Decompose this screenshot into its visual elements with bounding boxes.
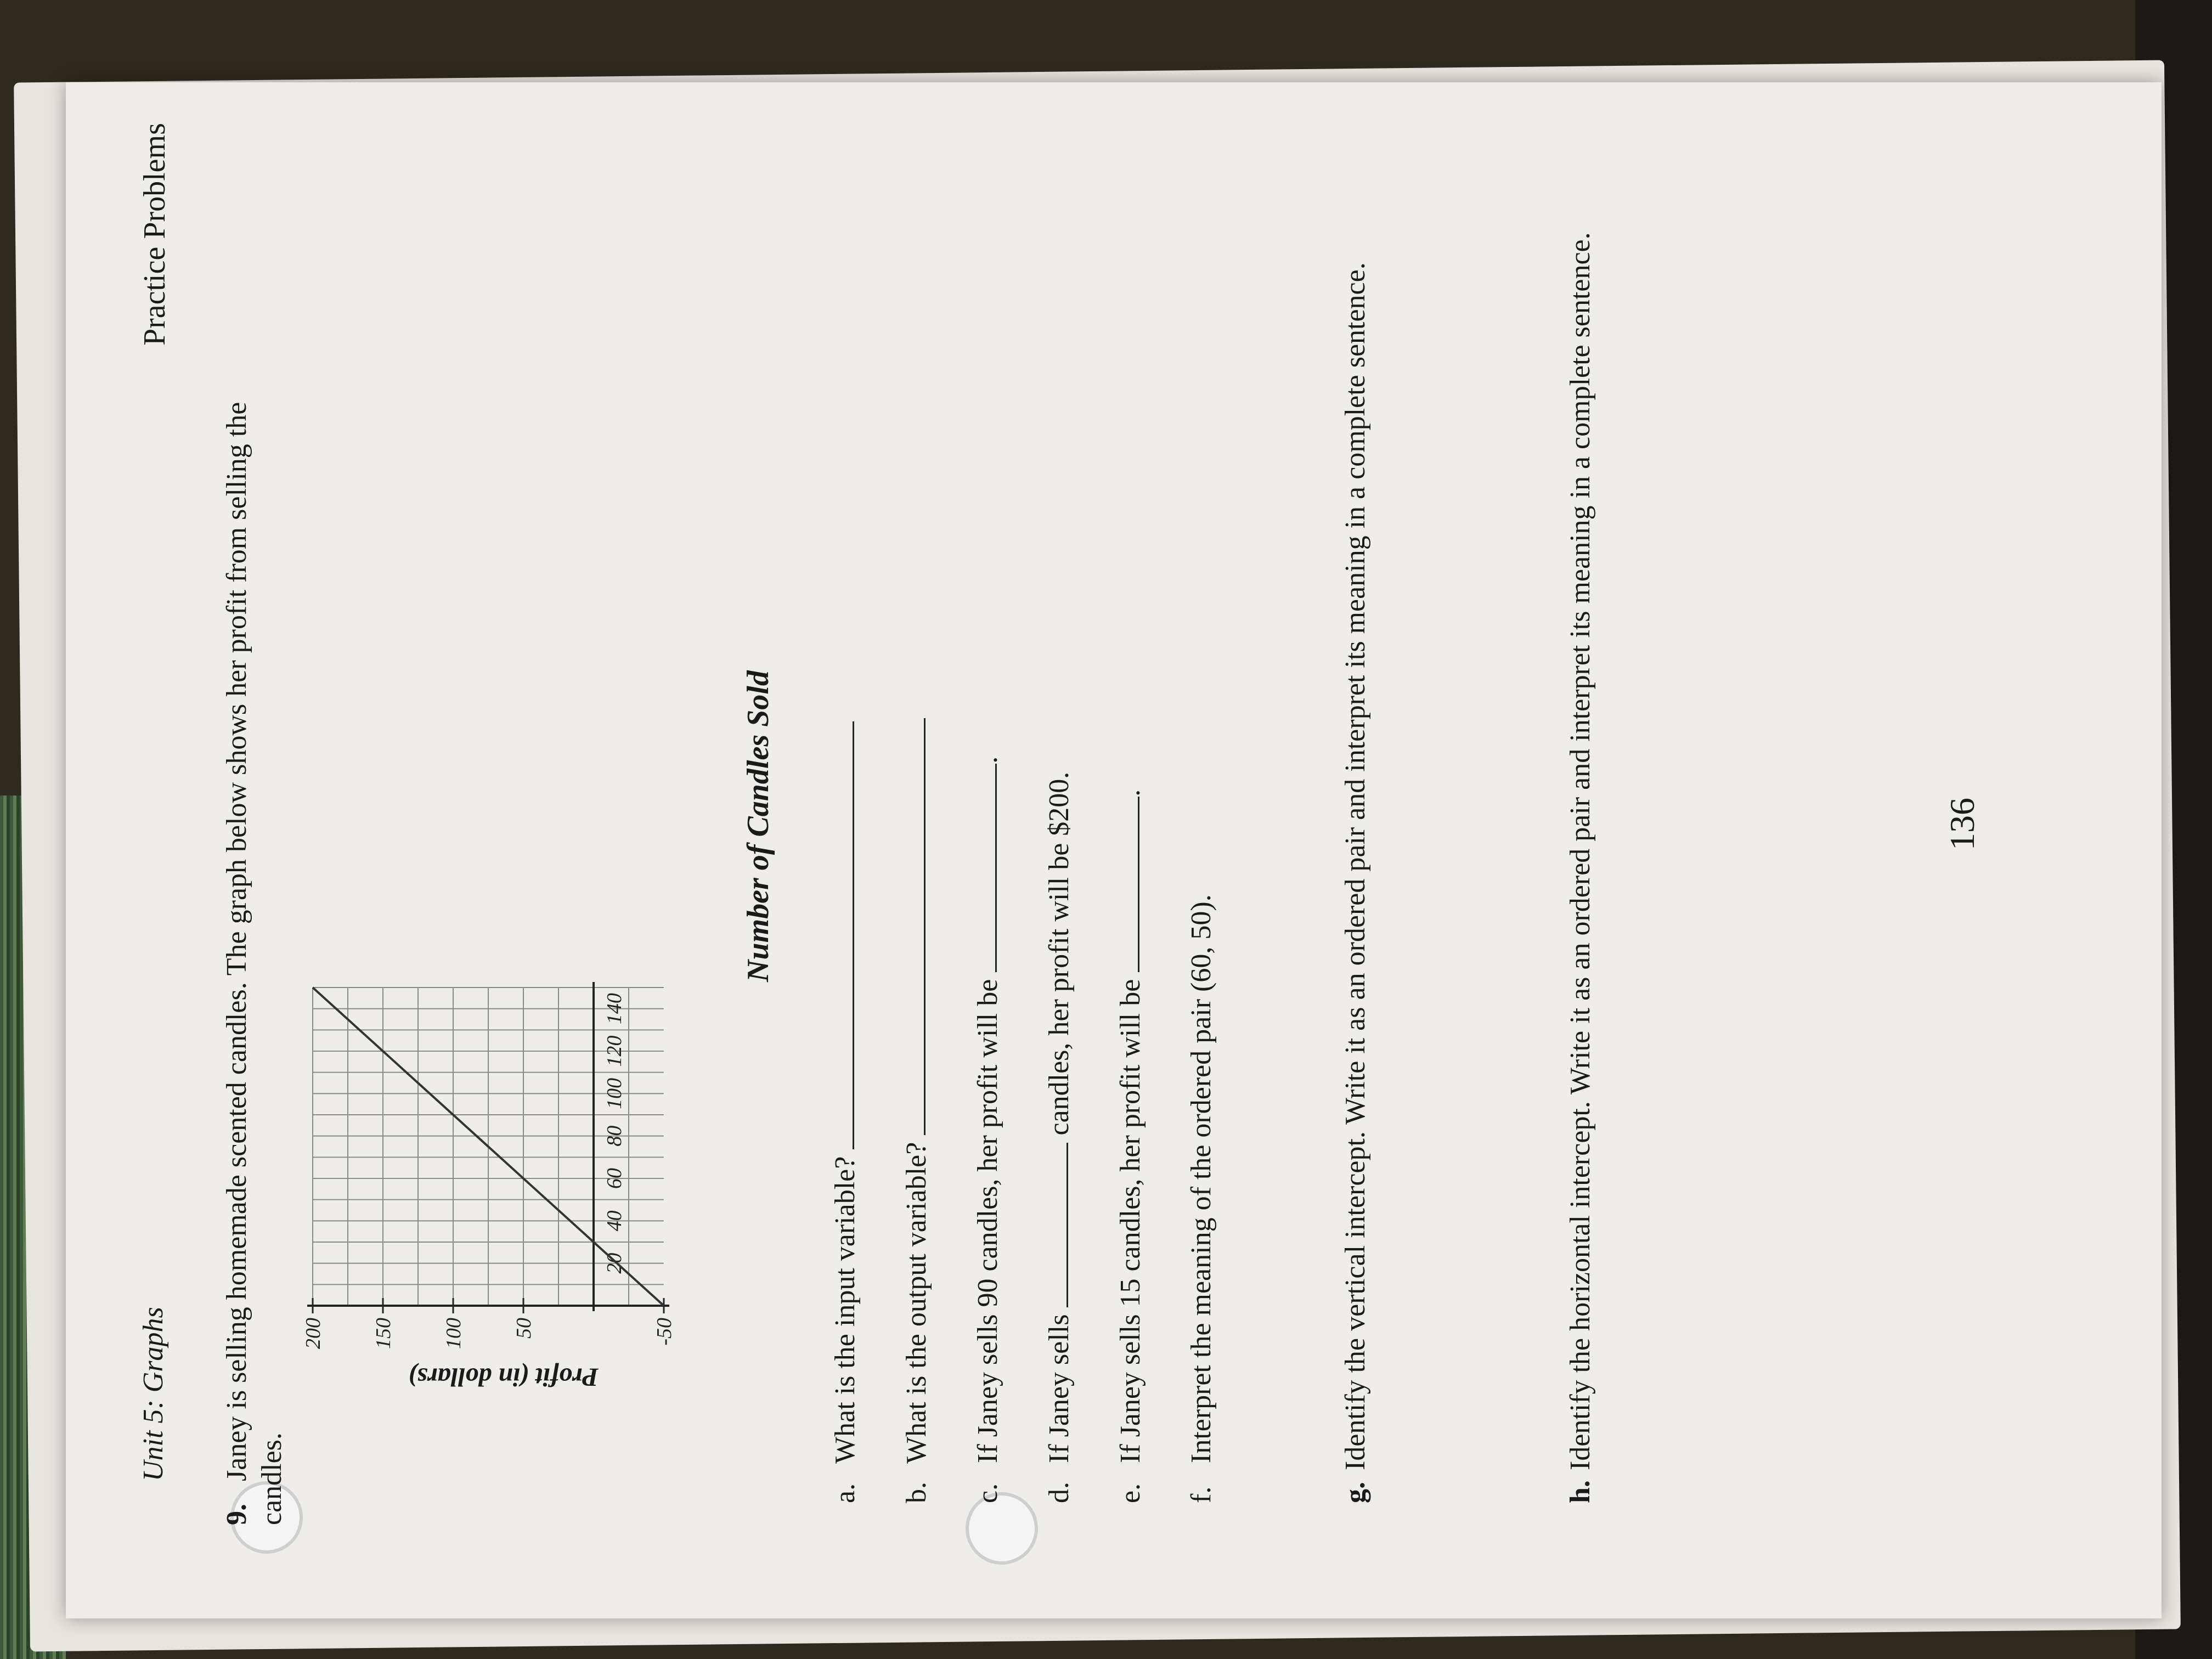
problem-statement — [219, 318, 290, 1525]
question-a — [828, 721, 861, 1503]
y-tick-label: 100 — [442, 1318, 465, 1349]
question-text: Identify the horizontal intercept. Write it as an ordered pair and interpret its meaning in a complete sentence. — [1565, 232, 1596, 1470]
chart-svg — [296, 966, 724, 1383]
x-tick-label: 120 — [603, 1035, 626, 1067]
page-number: 136 — [1943, 798, 1982, 850]
answer-blank[interactable] — [828, 721, 854, 1149]
question-c — [971, 757, 1004, 1503]
rotated-page-content — [66, 82, 2162, 1618]
problem-number: 9. — [221, 1504, 252, 1525]
y-tick-label: 200 — [302, 1318, 325, 1349]
y-tick-label: -50 — [653, 1318, 676, 1346]
answer-blank[interactable] — [971, 764, 997, 972]
y-axis-label: Profit (in dollars) — [408, 1362, 599, 1392]
worksheet-page — [66, 82, 2162, 1618]
x-tick-label: 20 — [603, 1252, 626, 1274]
problem-text: Janey is selling homemade scented candles. The graph below shows her profit from selling the candles. — [221, 402, 287, 1525]
x-tick-label: 60 — [603, 1168, 626, 1189]
question-letter: c. — [972, 1483, 1003, 1503]
question-letter: a. — [830, 1483, 861, 1503]
question-text: If Janey sells 90 candles, her profit will be — [972, 979, 1003, 1463]
question-g — [1339, 159, 1373, 1503]
question-text-after: candles, her profit will be $200. — [1043, 771, 1075, 1136]
question-letter: b. — [901, 1482, 932, 1503]
y-tick-label: 50 — [512, 1318, 535, 1339]
sentence-period: . — [972, 756, 1003, 764]
x-tick-label: 140 — [603, 993, 626, 1025]
y-tick-label: 150 — [372, 1318, 395, 1349]
answer-blank[interactable] — [1042, 1143, 1068, 1307]
question-text: Identify the vertical intercept. Write it as an ordered pair and interpret its meaning in a complete sentence. — [1340, 262, 1371, 1470]
x-tick-label: 40 — [603, 1210, 626, 1232]
profit-graph — [296, 966, 727, 1383]
question-text-before: If Janey sells — [1043, 1314, 1075, 1463]
question-letter: g. — [1340, 1482, 1371, 1503]
question-letter: f. — [1186, 1486, 1217, 1503]
question-e — [1114, 789, 1147, 1503]
question-f — [1185, 894, 1217, 1503]
question-b — [900, 718, 933, 1503]
x-axis-label: Number of Candles Sold — [741, 670, 775, 982]
question-text: What is the input variable? — [830, 1156, 861, 1464]
question-text: What is the output variable? — [901, 1142, 932, 1464]
x-tick-label: 80 — [603, 1125, 626, 1147]
question-letter: d. — [1043, 1482, 1075, 1503]
answer-blank[interactable] — [900, 718, 926, 1135]
section-header: Practice Problems — [138, 123, 172, 346]
question-d — [1042, 772, 1075, 1503]
x-tick-label: 100 — [603, 1077, 626, 1109]
question-letter: e. — [1115, 1483, 1146, 1503]
question-h — [1564, 159, 1598, 1503]
unit-header: Unit 5: Graphs — [138, 1307, 169, 1481]
sentence-period: . — [1115, 789, 1146, 797]
question-text: Interpret the meaning of the ordered pair (60, 50). — [1186, 894, 1217, 1463]
question-letter: h. — [1565, 1480, 1596, 1503]
answer-blank[interactable] — [1114, 797, 1139, 972]
question-text: If Janey sells 15 candles, her profit will be — [1115, 979, 1146, 1463]
